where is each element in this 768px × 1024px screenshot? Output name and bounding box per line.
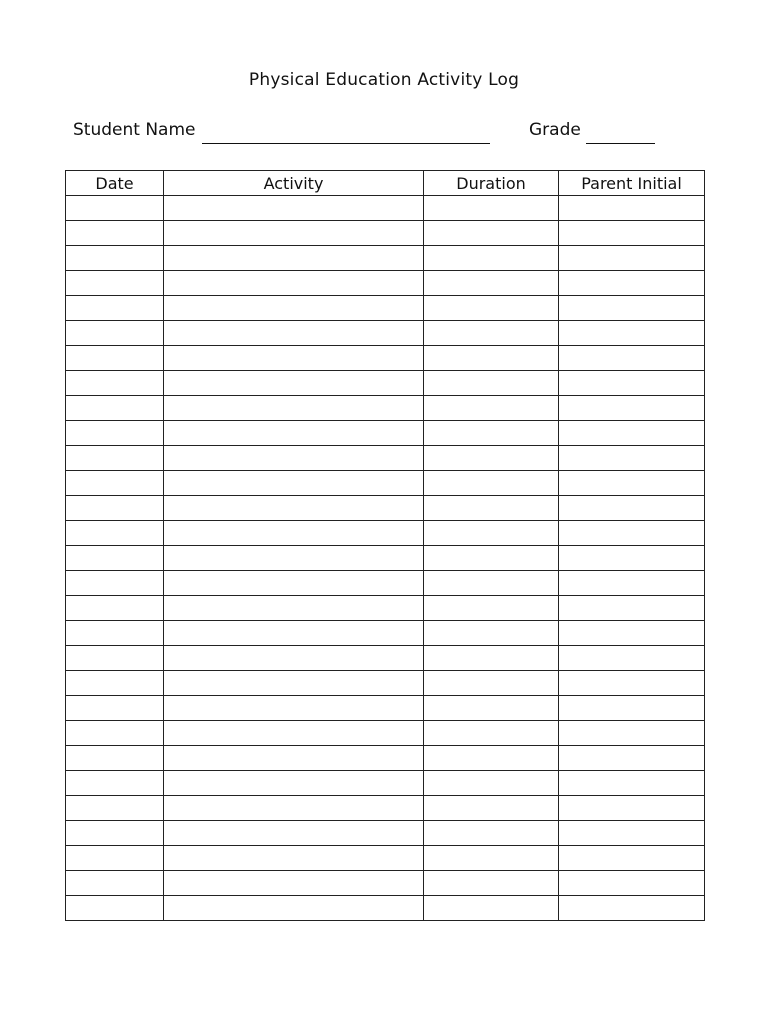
duration-cell[interactable]: [424, 396, 559, 421]
parent-initial-cell[interactable]: [559, 371, 705, 396]
table-row: [66, 646, 705, 671]
parent-initial-cell[interactable]: [559, 196, 705, 221]
grade-field[interactable]: [586, 143, 655, 144]
table-row: [66, 621, 705, 646]
activity-cell[interactable]: [164, 296, 424, 321]
date-cell[interactable]: [66, 196, 164, 221]
activity-cell[interactable]: [164, 421, 424, 446]
parent-initial-cell[interactable]: [559, 421, 705, 446]
parent-initial-cell[interactable]: [559, 821, 705, 846]
header-activity: Activity: [164, 171, 424, 196]
activity-cell[interactable]: [164, 471, 424, 496]
activity-cell[interactable]: [164, 221, 424, 246]
activity-log-table: [65, 170, 705, 921]
duration-cell[interactable]: [424, 771, 559, 796]
activity-cell[interactable]: [164, 496, 424, 521]
date-cell[interactable]: [66, 896, 164, 921]
duration-cell[interactable]: [424, 421, 559, 446]
parent-initial-cell[interactable]: [559, 296, 705, 321]
parent-initial-cell[interactable]: [559, 396, 705, 421]
duration-cell[interactable]: [424, 471, 559, 496]
table-row: [66, 821, 705, 846]
date-cell[interactable]: [66, 421, 164, 446]
table-header-row: [66, 171, 705, 196]
parent-initial-cell[interactable]: [559, 271, 705, 296]
table-row: [66, 871, 705, 896]
duration-cell[interactable]: [424, 746, 559, 771]
duration-cell[interactable]: [424, 246, 559, 271]
date-cell[interactable]: [66, 646, 164, 671]
parent-initial-cell[interactable]: [559, 696, 705, 721]
header-duration: Duration: [424, 171, 559, 196]
duration-cell[interactable]: [424, 596, 559, 621]
page-title: Physical Education Activity Log: [248, 70, 520, 90]
duration-cell[interactable]: [424, 571, 559, 596]
date-cell[interactable]: [66, 621, 164, 646]
table-row: [66, 346, 705, 371]
parent-initial-cell[interactable]: [559, 346, 705, 371]
table-row: [66, 421, 705, 446]
table-row: [66, 496, 705, 521]
date-cell[interactable]: [66, 871, 164, 896]
date-cell[interactable]: [66, 346, 164, 371]
table-row: [66, 796, 705, 821]
table-row: [66, 396, 705, 421]
activity-cell[interactable]: [164, 196, 424, 221]
activity-cell[interactable]: [164, 571, 424, 596]
header-date: Date: [66, 171, 164, 196]
activity-cell[interactable]: [164, 871, 424, 896]
date-cell[interactable]: [66, 721, 164, 746]
table-row: [66, 196, 705, 221]
table-row: [66, 221, 705, 246]
grade-label: Grade: [529, 120, 581, 140]
date-cell[interactable]: [66, 746, 164, 771]
duration-cell[interactable]: [424, 846, 559, 871]
activity-cell[interactable]: [164, 646, 424, 671]
activity-cell[interactable]: [164, 721, 424, 746]
activity-cell[interactable]: [164, 821, 424, 846]
activity-cell[interactable]: [164, 771, 424, 796]
duration-cell[interactable]: [424, 696, 559, 721]
activity-cell[interactable]: [164, 846, 424, 871]
duration-cell[interactable]: [424, 896, 559, 921]
date-cell[interactable]: [66, 546, 164, 571]
parent-initial-cell[interactable]: [559, 496, 705, 521]
parent-initial-cell[interactable]: [559, 796, 705, 821]
date-cell[interactable]: [66, 846, 164, 871]
parent-initial-cell[interactable]: [559, 721, 705, 746]
date-cell[interactable]: [66, 821, 164, 846]
activity-cell[interactable]: [164, 596, 424, 621]
activity-cell[interactable]: [164, 521, 424, 546]
activity-cell[interactable]: [164, 896, 424, 921]
table-row: [66, 571, 705, 596]
activity-cell[interactable]: [164, 746, 424, 771]
parent-initial-cell[interactable]: [559, 671, 705, 696]
table-row: [66, 546, 705, 571]
date-cell[interactable]: [66, 246, 164, 271]
duration-cell[interactable]: [424, 196, 559, 221]
parent-initial-cell[interactable]: [559, 446, 705, 471]
student-name-label: Student Name: [73, 120, 196, 140]
table-row: [66, 721, 705, 746]
date-cell[interactable]: [66, 671, 164, 696]
table-row: [66, 771, 705, 796]
date-cell[interactable]: [66, 796, 164, 821]
table-row: [66, 271, 705, 296]
duration-cell[interactable]: [424, 871, 559, 896]
duration-cell[interactable]: [424, 221, 559, 246]
duration-cell[interactable]: [424, 446, 559, 471]
parent-initial-cell[interactable]: [559, 471, 705, 496]
activity-cell[interactable]: [164, 621, 424, 646]
table-row: [66, 296, 705, 321]
duration-cell[interactable]: [424, 646, 559, 671]
date-cell[interactable]: [66, 771, 164, 796]
parent-initial-cell[interactable]: [559, 621, 705, 646]
parent-initial-cell[interactable]: [559, 221, 705, 246]
activity-cell[interactable]: [164, 696, 424, 721]
table-row: [66, 246, 705, 271]
table-row: [66, 746, 705, 771]
activity-cell[interactable]: [164, 246, 424, 271]
student-name-field[interactable]: [202, 143, 490, 144]
date-cell[interactable]: [66, 321, 164, 346]
header-parent-initial: Parent Initial: [559, 171, 705, 196]
parent-initial-cell[interactable]: [559, 646, 705, 671]
duration-cell[interactable]: [424, 271, 559, 296]
date-cell[interactable]: [66, 396, 164, 421]
parent-initial-cell[interactable]: [559, 771, 705, 796]
duration-cell[interactable]: [424, 496, 559, 521]
table-row: [66, 846, 705, 871]
duration-cell[interactable]: [424, 521, 559, 546]
duration-cell[interactable]: [424, 321, 559, 346]
activity-cell[interactable]: [164, 446, 424, 471]
parent-initial-cell[interactable]: [559, 246, 705, 271]
duration-cell[interactable]: [424, 796, 559, 821]
table-row: [66, 596, 705, 621]
table-row: [66, 321, 705, 346]
date-cell[interactable]: [66, 446, 164, 471]
activity-cell[interactable]: [164, 546, 424, 571]
duration-cell[interactable]: [424, 721, 559, 746]
date-cell[interactable]: [66, 296, 164, 321]
activity-cell[interactable]: [164, 671, 424, 696]
activity-cell[interactable]: [164, 346, 424, 371]
date-cell[interactable]: [66, 271, 164, 296]
duration-cell[interactable]: [424, 371, 559, 396]
table-row: [66, 446, 705, 471]
parent-initial-cell[interactable]: [559, 846, 705, 871]
date-cell[interactable]: [66, 221, 164, 246]
activity-cell[interactable]: [164, 321, 424, 346]
duration-cell[interactable]: [424, 346, 559, 371]
date-cell[interactable]: [66, 596, 164, 621]
duration-cell[interactable]: [424, 671, 559, 696]
activity-cell[interactable]: [164, 371, 424, 396]
parent-initial-cell[interactable]: [559, 746, 705, 771]
date-cell[interactable]: [66, 696, 164, 721]
duration-cell[interactable]: [424, 821, 559, 846]
table-row: [66, 521, 705, 546]
table-body: [66, 196, 705, 921]
parent-initial-cell[interactable]: [559, 596, 705, 621]
activity-cell[interactable]: [164, 396, 424, 421]
date-cell[interactable]: [66, 496, 164, 521]
table-row: [66, 896, 705, 921]
activity-cell[interactable]: [164, 271, 424, 296]
parent-initial-cell[interactable]: [559, 871, 705, 896]
parent-initial-cell[interactable]: [559, 896, 705, 921]
table-row: [66, 371, 705, 396]
parent-initial-cell[interactable]: [559, 321, 705, 346]
date-cell[interactable]: [66, 521, 164, 546]
parent-initial-cell[interactable]: [559, 571, 705, 596]
duration-cell[interactable]: [424, 546, 559, 571]
parent-initial-cell[interactable]: [559, 546, 705, 571]
table-row: [66, 696, 705, 721]
date-cell[interactable]: [66, 371, 164, 396]
duration-cell[interactable]: [424, 296, 559, 321]
activity-cell[interactable]: [164, 796, 424, 821]
parent-initial-cell[interactable]: [559, 521, 705, 546]
date-cell[interactable]: [66, 471, 164, 496]
duration-cell[interactable]: [424, 621, 559, 646]
table-row: [66, 471, 705, 496]
date-cell[interactable]: [66, 571, 164, 596]
table-row: [66, 671, 705, 696]
